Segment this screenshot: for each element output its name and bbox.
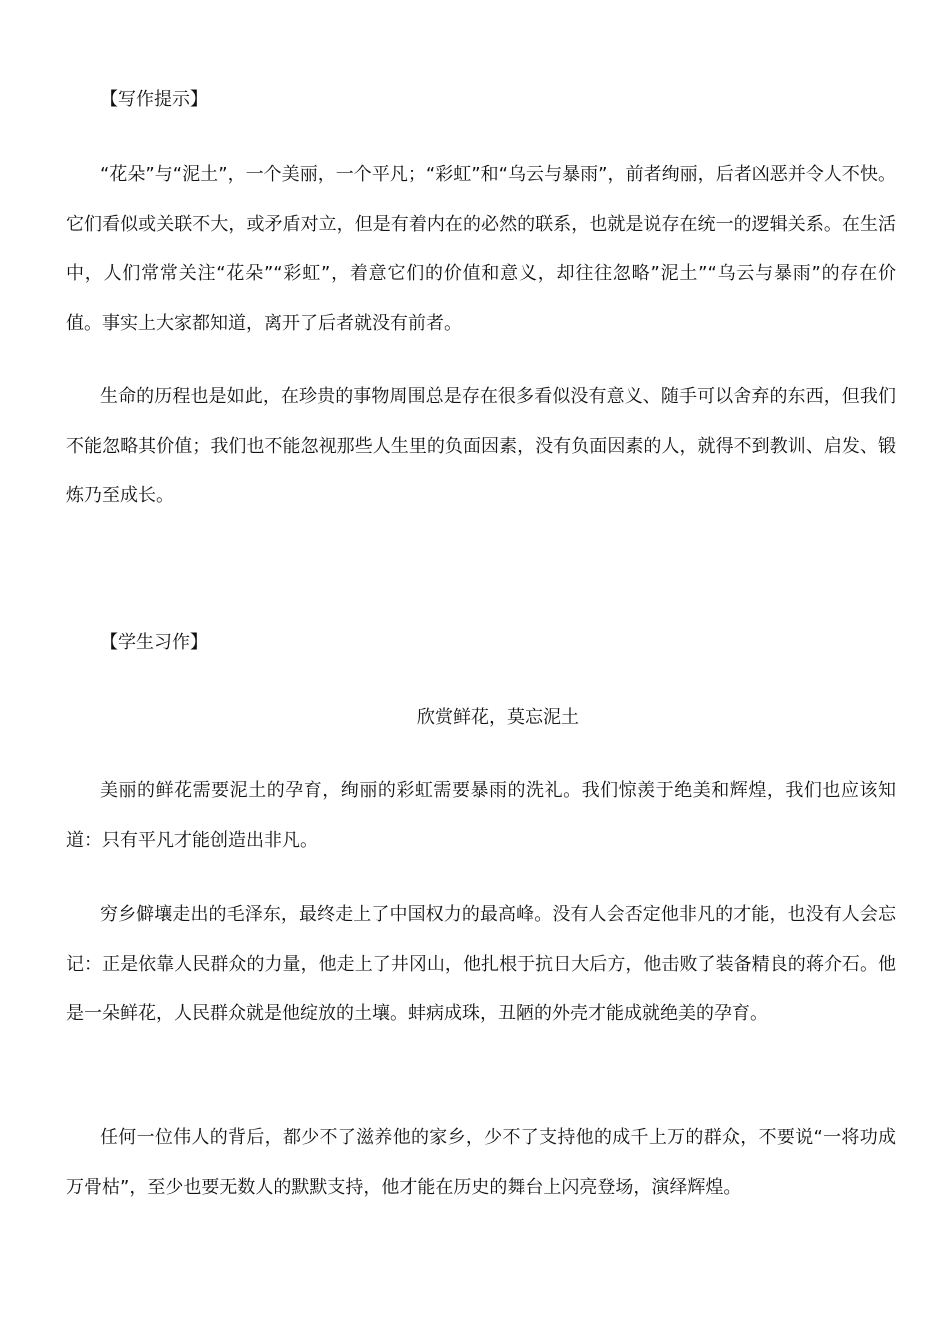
writing-tips-paragraph-2: 生命的历程也是如此，在珍贵的事物周围总是存在很多看似没有意义、随手可以舍弃的东西，但我们不能忽略其价值；我们也不能忽视那些人生里的负面因素，没有负面因素的人，就得不到教训、启发、锻炼乃至成长。 <box>66 386 896 506</box>
essay-paragraph-1: 美丽的鲜花需要泥土的孕育，绚丽的彩虹需要暴雨的洗礼。我们惊羡于绝美和辉煌，我们也应该知道：只有平凡才能创造出非凡。 <box>66 780 896 851</box>
writing-tips-paragraph-1: “花朵”与“泥土”，一个美丽，一个平凡；“彩虹”和“乌云与暴雨”，前者绚丽，后者凶恶并令人不快。它们看似或关联不大，或矛盾对立，但是有着内在的必然的联系，也就是说存在统一的逻辑关系。在生活中，人们常常关注“花朵”“彩虹”，着意它们的价值和意义，却往往忽略”泥土”“乌云与暴雨”的存在价值。事实上大家都知道，离开了后者就没有前者。 <box>66 164 896 334</box>
essay-title: 欣赏鲜花，莫忘泥土 <box>417 707 579 728</box>
student-essay-heading: 【学生习作】 <box>100 632 208 653</box>
essay-paragraph-3: 任何一位伟人的背后，都少不了滋养他的家乡，少不了支持他的成千上万的群众，不要说“一将功成万骨枯”，至少也要无数人的默默支持，他才能在历史的舞台上闪亮登场，演绎辉煌。 <box>66 1127 896 1198</box>
essay-paragraph-2: 穷乡僻壤走出的毛泽东，最终走上了中国权力的最高峰。没有人会否定他非凡的才能，也没有人会忘记：正是依靠人民群众的力量，他走上了井冈山，他扎根于抗日大后方，他击败了装备精良的蒋介石。他是一朵鲜花，人民群众就是他绽放的土壤。蚌病成珠，丑陋的外壳才能成就绝美的孕育。 <box>66 904 896 1024</box>
writing-tips-heading: 【写作提示】 <box>100 89 208 110</box>
